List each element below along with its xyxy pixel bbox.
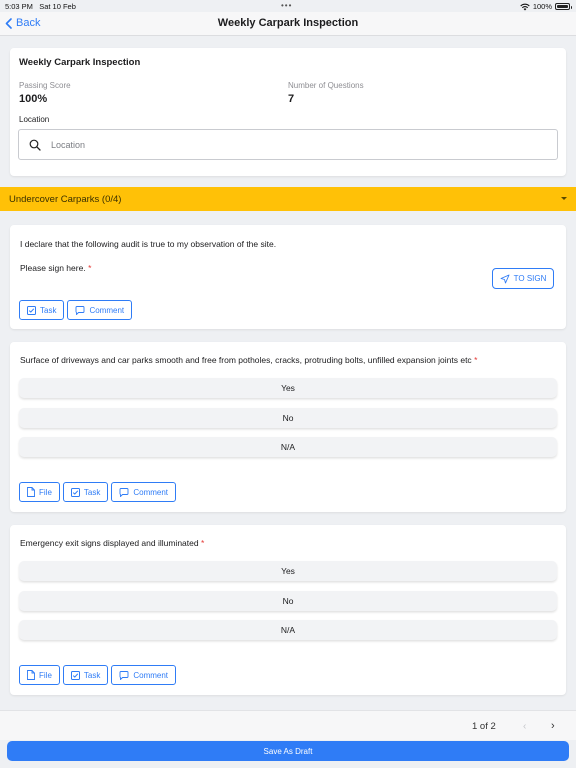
checkbox-icon xyxy=(27,306,36,315)
comment-icon xyxy=(75,306,85,315)
comment-icon xyxy=(119,488,129,497)
option-yes[interactable]: Yes xyxy=(19,561,557,581)
comment-button[interactable]: Comment xyxy=(111,665,176,685)
declaration-actions xyxy=(19,300,132,320)
option-yes[interactable]: Yes xyxy=(19,378,557,398)
option-na[interactable]: N/A xyxy=(19,437,557,457)
comment-button[interactable]: Comment xyxy=(111,482,176,502)
section-header-undercover-carparks[interactable] xyxy=(0,187,576,211)
to-sign-button[interactable]: TO SIGN xyxy=(492,268,554,289)
questions-count-label: Number of Questions xyxy=(288,81,364,90)
required-mark: * xyxy=(88,263,92,273)
sign-prompt: Please sign here. * xyxy=(20,263,92,273)
task-button[interactable]: Task xyxy=(63,482,108,502)
task-button[interactable]: Task xyxy=(19,300,64,320)
question-text: Emergency exit signs displayed and illuminated * xyxy=(20,538,205,548)
navigation-bar xyxy=(0,12,576,36)
question-actions xyxy=(19,665,176,685)
section-title: Undercover Carparks (0/4) xyxy=(9,193,122,205)
search-icon xyxy=(29,139,41,151)
question-actions xyxy=(19,482,176,502)
questions-count-value: 7 xyxy=(288,93,295,105)
battery-percent: 100% xyxy=(532,2,552,11)
file-icon xyxy=(27,670,35,680)
task-button[interactable]: Task xyxy=(63,665,108,685)
chevron-right-icon[interactable]: › xyxy=(551,720,555,732)
page-indicator: 1 of 2 xyxy=(472,721,496,732)
required-mark: * xyxy=(200,538,205,548)
file-icon xyxy=(27,487,35,497)
declaration-statement: I declare that the following audit is true to my observation of the site. xyxy=(20,239,277,249)
location-label: Location xyxy=(19,115,50,124)
question-card-2 xyxy=(10,525,566,695)
option-no[interactable]: No xyxy=(19,591,557,611)
declaration-card xyxy=(10,225,566,329)
comment-icon xyxy=(119,671,129,680)
status-time: 5:03 PM Sat 10 Feb xyxy=(5,2,76,11)
option-no[interactable]: No xyxy=(19,408,557,428)
save-as-draft-button[interactable]: Save As Draft xyxy=(7,741,569,761)
battery-icon xyxy=(555,3,570,10)
wifi-icon xyxy=(520,3,530,11)
multitasking-dots-icon[interactable]: ••• xyxy=(281,1,293,10)
back-label: Back xyxy=(16,17,41,29)
file-button[interactable]: File xyxy=(19,482,60,502)
checkbox-icon xyxy=(71,488,80,497)
passing-score-value: 100% xyxy=(19,93,48,105)
passing-score-label: Passing Score xyxy=(19,81,71,90)
file-button[interactable]: File xyxy=(19,665,60,685)
comment-button[interactable]: Comment xyxy=(67,300,132,320)
page-title: Weekly Carpark Inspection xyxy=(217,17,359,29)
chevron-down-icon xyxy=(561,197,567,200)
option-na[interactable]: N/A xyxy=(19,620,557,640)
location-input[interactable] xyxy=(51,140,531,150)
status-right xyxy=(520,2,570,11)
chevron-left-icon[interactable]: ‹ xyxy=(523,721,527,732)
inspection-title: Weekly Carpark Inspection xyxy=(19,57,141,68)
status-bar xyxy=(0,0,576,12)
location-field[interactable] xyxy=(18,129,558,160)
question-text: Surface of driveways and car parks smooth and free from potholes, cracks, protruding bolts, unfilled expansion joints etc * xyxy=(20,355,478,365)
question-card-1 xyxy=(10,342,566,512)
checkbox-icon xyxy=(71,671,80,680)
required-mark: * xyxy=(474,355,478,365)
send-icon xyxy=(500,274,510,284)
pagination-bar xyxy=(0,710,576,740)
inspection-summary-card xyxy=(10,48,566,176)
